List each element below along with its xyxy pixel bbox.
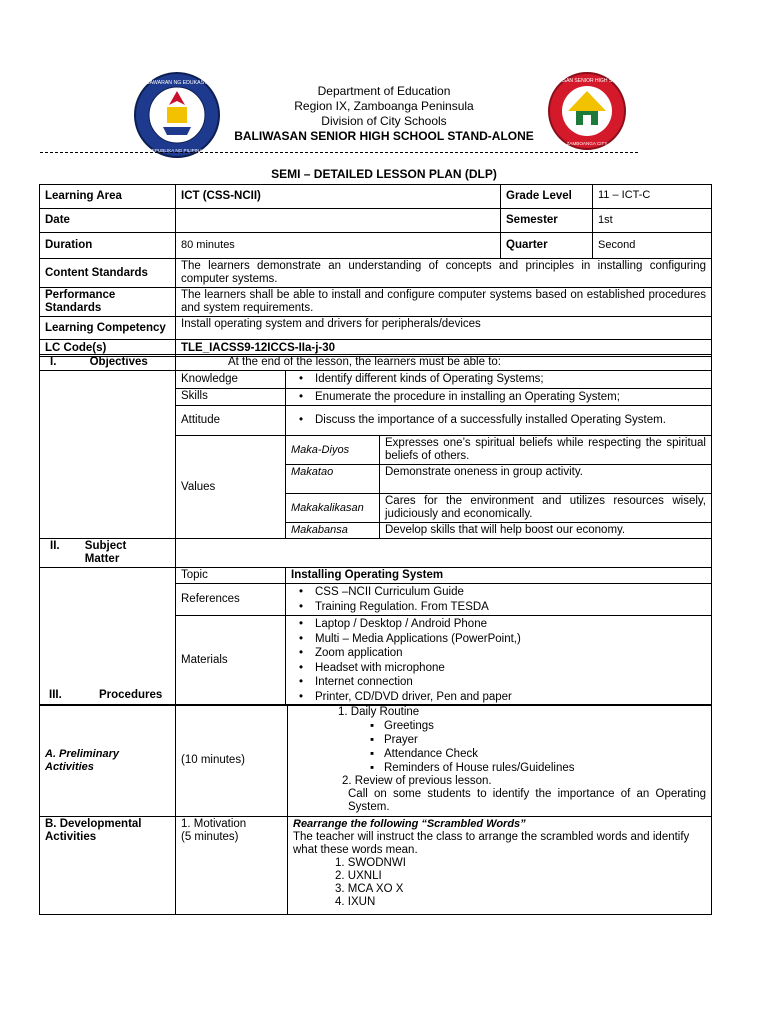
material-item: • Multi – Media Applications (PowerPoint,) [291,632,706,647]
procedures-numeral: III. [49,689,62,701]
references-list [291,585,706,614]
subject-matter-label: Subject Matter [84,540,127,565]
subject-matter-numeral: II. [50,540,60,552]
header-divider [40,152,638,153]
scramble-instruction: The teacher will instruct the class to arrange the scrambled words and identify what these words mean. [293,831,690,856]
quarter-value: Second [593,233,712,259]
objectives-label: Objectives [89,356,148,368]
subject-matter-blank [176,539,712,568]
lesson-info-table [39,184,712,357]
objectives-heading [40,355,176,371]
svg-text:REPUBLIKA NG PILIPINAS: REPUBLIKA NG PILIPINAS [148,148,206,153]
routine-item: ▪ Attendance Check [384,747,706,761]
procedures-heading [49,689,162,701]
scrambled-word: 2. UXNLI [335,870,382,882]
knowledge-item: • Identify different kinds of Operating Systems; [291,372,706,387]
svg-text:ZAMBOANGA CITY: ZAMBOANGA CITY [566,141,608,146]
daily-routine-heading: 1. Daily Routine [338,706,420,718]
topic-label: Topic [176,568,286,584]
motivation-cell [176,817,288,915]
subject-matter-side-blank [40,568,176,706]
materials-list [291,617,706,704]
values-label: Values [176,436,286,539]
value-text-makakalikasan: Cares for the environment and utilizes resources wisely, judiciously and economically. [380,494,712,523]
duration-label: Duration [40,233,176,259]
department-name: Department of Education [317,84,451,98]
performance-standards-label: Performance Standards [40,288,176,317]
svg-text:KAGAWARAN NG EDUKASYON: KAGAWARAN NG EDUKASYON [138,80,216,86]
date-value [176,209,501,233]
routine-item: ▪ Greetings [384,719,706,733]
knowledge-label: Knowledge [176,371,286,389]
materials-label: Materials [176,616,286,706]
learning-competency-value: Install operating system and drivers for peripherals/devices [176,317,712,340]
date-label: Date [40,209,176,233]
procedures-label: Procedures [98,689,163,701]
attitude-item: • Discuss the importance of a successfully installed Operating System. [291,413,706,428]
document-title: SEMI – DETAILED LESSON PLAN (DLP) [271,167,497,181]
letterhead [0,84,768,144]
division-name: Division of City Schools [321,114,447,128]
lc-code-value: TLE_IACSS9-12ICCS-IIa-j-30 [176,340,712,357]
content-standards-value: The learners demonstrate an understanding of concepts and principles in installing configuring computer systems. [176,259,712,288]
reference-item: • Training Regulation. From TESDA [291,600,706,615]
grade-level-value: 11 – ICT-C [593,185,712,209]
routine-item: ▪ Reminders of House rules/Guidelines [384,761,706,775]
performance-standards-value: The learners shall be able to install and configure computer systems based on established procedures and system requirements. [176,288,712,317]
lc-code-label: LC Code(s) [40,340,176,357]
routine-list [296,719,706,775]
learning-competency-label: Learning Competency [40,317,176,340]
routine-item: ▪ Prayer [384,733,706,747]
value-name-makakalikasan: Makakalikasan [286,494,380,523]
material-item: • Internet connection [291,675,706,690]
scrambled-word: 4. IXUN [335,896,376,908]
motivation-label: 1. Motivation [181,818,247,830]
material-item: • Printer, CD/DVD driver, Pen and paper [291,690,706,705]
value-text-maka-diyos: Expresses one’s spiritual beliefs while respecting the spiritual beliefs of others. [380,436,712,465]
content-standards-label: Content Standards [40,259,176,288]
svg-text:BALIWASAN SENIOR HIGH SCHOOL: BALIWASAN SENIOR HIGH SCHOOL [548,78,626,84]
objectives-numeral: I. [50,356,57,368]
grade-level-label: Grade Level [501,185,593,209]
value-name-maka-diyos: Maka-Diyos [286,436,380,465]
procedures-table [39,704,712,915]
material-item: • Headset with microphone [291,661,706,676]
references-label: References [176,584,286,616]
scramble-title: Rearrange the following “Scrambled Words” [293,818,526,830]
learning-area-label: Learning Area [40,185,176,209]
semester-value: 1st [593,209,712,233]
topic-value: Installing Operating System [286,568,712,584]
school-name: BALIWASAN SENIOR HIGH SCHOOL STAND-ALONE [234,129,534,143]
region-name: Region IX, Zamboanga Peninsula [294,99,474,113]
skills-item: • Enumerate the procedure in installing an Operating System; [291,390,706,405]
scrambled-word: 3. MCA XO X [335,883,404,895]
objectives-table [39,354,712,706]
material-item: • Laptop / Desktop / Android Phone [291,617,706,632]
semester-label: Semester [501,209,593,233]
review-heading: 2. Review of previous lesson. [342,775,492,787]
attitude-label: Attitude [176,406,286,436]
motivation-time: (5 minutes) [181,831,239,843]
value-text-makatao: Demonstrate oneness in group activity. [380,465,712,494]
duration-value: 80 minutes [176,233,501,259]
value-text-makabansa: Develop skills that will help boost our economy. [380,523,712,539]
preliminary-activities-label: A. Preliminary Activities [40,705,176,817]
quarter-label: Quarter [501,233,593,259]
reference-item: • CSS –NCII Curriculum Guide [291,585,706,600]
scrambled-word: 1. SWODNWI [335,857,406,869]
material-item: • Zoom application [291,646,706,661]
review-detail: Call on some students to identify the importance of an Operating System. [348,788,706,813]
developmental-activities-label: B. Developmental Activities [40,817,176,915]
skills-label: Skills [176,388,286,406]
value-name-makabansa: Makabansa [286,523,380,539]
objectives-intro: At the end of the lesson, the learners must be able to: [176,355,712,371]
preliminary-time: (10 minutes) [176,705,288,817]
scrambled-word-list [293,857,706,909]
objectives-blank [40,371,176,539]
learning-area-value: ICT (CSS-NCII) [176,185,501,209]
subject-matter-heading [40,539,176,568]
value-name-makatao: Makatao [286,465,380,494]
